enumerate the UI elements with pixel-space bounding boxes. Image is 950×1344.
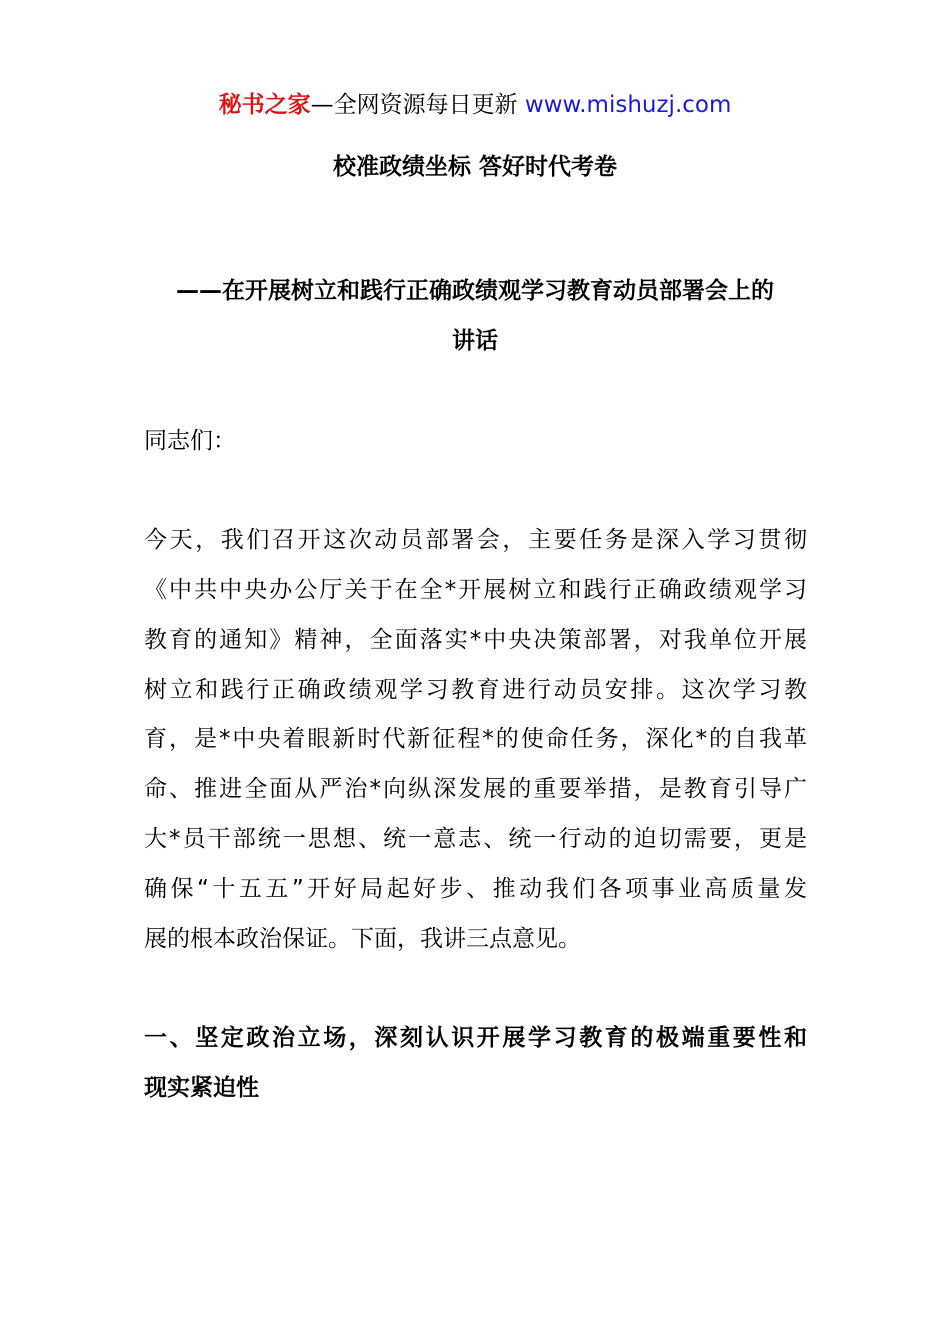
banner-tagline: —全网资源每日更新 [310,92,525,118]
subtitle-line: 讲话 [452,328,498,354]
paragraph-line: 大*员干部统一思想、统一意志、统一行动的迫切需要，更是 [144,826,807,852]
site-url-link[interactable]: www.mishuzj.com [524,92,732,118]
paragraph-line: 命、推进全面从严治*向纵深发展的重要举措，是教育引导广 [144,776,807,802]
paragraph-line: 育，是*中央着眼新时代新征程*的使命任务，深化*的自我革 [144,726,807,752]
paragraph-line: 今天，我们召开这次动员部署会，主要任务是深入学习贯彻 [144,527,807,553]
paragraph-line: 确保“十五五”开好局起好步、推动我们各项事业高质量发 [144,876,807,902]
paragraph-line: 展的根本政治保证。下面，我讲三点意见。 [144,926,581,952]
paragraph-line: 教育的通知》精神，全面落实*中央决策部署，对我单位开展 [144,627,807,653]
subtitle-line: ——在开展树立和践行正确政绩观学习教育动员部署会上的 [176,278,774,304]
document-title: 校准政绩坐标 答好时代考卷 [332,154,617,180]
paragraph-line: 《中共中央办公厅关于在全*开展树立和践行正确政绩观学习 [144,577,807,603]
site-banner [0,88,950,122]
brand-name: 秘书之家 [218,92,311,118]
salutation: 同志们： [144,428,236,454]
section-heading-line: 现实紧迫性 [144,1075,259,1101]
section-heading-line: 一、坚定政治立场，深刻认识开展学习教育的极端重要性和 [144,1025,807,1051]
paragraph-line: 树立和践行正确政绩观学习教育进行动员安排。这次学习教 [144,677,807,703]
